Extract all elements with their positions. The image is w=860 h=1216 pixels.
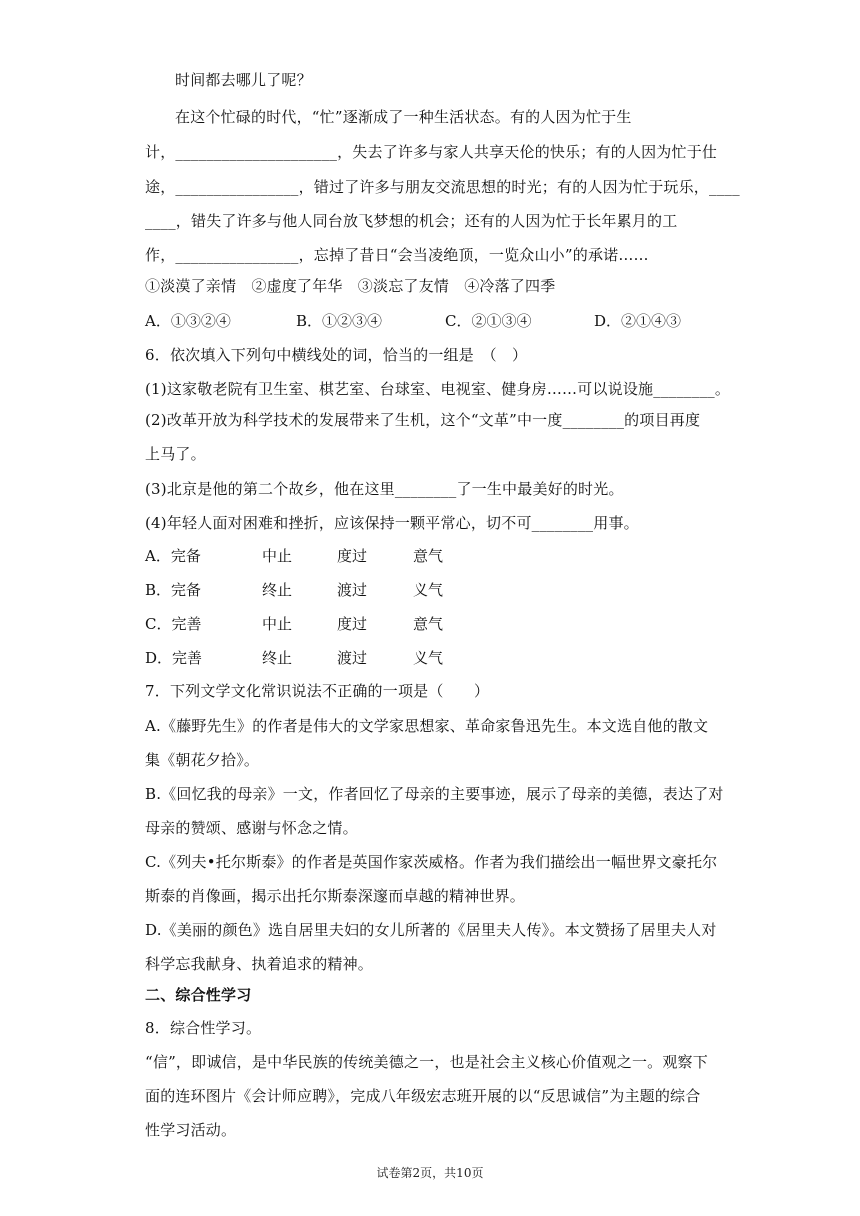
q6-option-label: D．完善 bbox=[145, 649, 203, 667]
q7-line: A.《藤野先生》的作者是伟大的文学家思想家、革命家鲁迅先生。本文选自他的散文 bbox=[145, 717, 709, 735]
answer-items: ①淡漠了亲情 ②虚度了年华 ③淡忘了友情 ④冷落了四季 bbox=[145, 277, 556, 295]
q7-line: 科学忘我献身、执着追求的精神。 bbox=[145, 955, 374, 973]
q6-sentence: (4)年轻人面对困难和挫折，应该保持一颗平常心，切不可________用事。 bbox=[145, 514, 639, 532]
q8-line: “信”，即诚信，是中华民族的传统美德之一，也是社会主义核心价值观之一。观察下 bbox=[145, 1053, 708, 1071]
q7-line: 斯泰的肖像画，揭示出托尔斯泰深邃而卓越的精神世界。 bbox=[145, 887, 526, 905]
passage-title: 时间都去哪儿了呢？ bbox=[175, 71, 312, 89]
option-d: D．②①④③ bbox=[594, 312, 682, 330]
option-c: C．②①③④ bbox=[445, 312, 532, 330]
q6-option-word: 义气 bbox=[413, 649, 444, 667]
q7-line: B.《回忆我的母亲》一文，作者回忆了母亲的主要事迹，展示了母亲的美德，表达了对 bbox=[145, 785, 724, 803]
question-6-stem: 6．依次填入下列句中横线处的词，恰当的一组是 （ ） bbox=[145, 346, 528, 364]
passage-line: 在这个忙碌的时代，“忙”逐渐成了一种生活状态。有的人因为忙于生 bbox=[175, 108, 632, 126]
q7-line: 母亲的赞颂、感谢与怀念之情。 bbox=[145, 819, 358, 837]
q6-option-word: 度过 bbox=[337, 547, 368, 565]
q6-option-label: C．完善 bbox=[145, 615, 202, 633]
q6-option-word: 度过 bbox=[337, 615, 368, 633]
q8-line: 性学习活动。 bbox=[145, 1121, 237, 1139]
q6-sentence: (1)这家敬老院有卫生室、棋艺室、台球室、电视室、健身房……可以说设施________。 bbox=[145, 380, 731, 398]
q8-line: 面的连环图片《会计师应聘》，完成八年级宏志班开展的以“反思诚信”为主题的综合 bbox=[145, 1087, 701, 1105]
q6-sentence: (2)改革开放为科学技术的发展带来了生机，这个“文革”中一度________的项目再度 bbox=[145, 411, 701, 429]
q6-option-word: 中止 bbox=[262, 615, 293, 633]
passage-line: 作，________________，忘掉了昔日“会当凌绝顶，一览众山小”的承诺…… bbox=[145, 246, 649, 264]
q7-line: D.《美丽的颜色》选自居里夫妇的女儿所著的《居里夫人传》。本文赞扬了居里夫人对 bbox=[145, 921, 717, 939]
q6-option-word: 终止 bbox=[262, 649, 293, 667]
page-footer: 试卷第2页，共10页 bbox=[376, 1166, 484, 1180]
q6-option-word: 义气 bbox=[413, 581, 444, 599]
q6-sentence: 上马了。 bbox=[145, 445, 206, 463]
q7-line: 集《朝花夕拾》。 bbox=[145, 751, 260, 769]
q6-option-word: 终止 bbox=[262, 581, 293, 599]
q6-option-word: 意气 bbox=[413, 547, 444, 565]
q6-option-label: B．完备 bbox=[145, 581, 202, 599]
q6-sentence: (3)北京是他的第二个故乡，他在这里________了一生中最美好的时光。 bbox=[145, 480, 624, 498]
q6-option-label: A．完备 bbox=[145, 547, 201, 565]
question-7-stem: 7．下列文学文化常识说法不正确的一项是（ ） bbox=[145, 682, 490, 700]
passage-line: 途，________________，错过了许多与朋友交流思想的时光；有的人因为忙于玩乐，____ bbox=[145, 178, 740, 196]
section-heading: 二、综合性学习 bbox=[145, 986, 252, 1004]
q6-option-word: 渡过 bbox=[337, 649, 368, 667]
option-b: B．①②③④ bbox=[296, 312, 383, 330]
question-8-stem: 8．综合性学习。 bbox=[145, 1019, 262, 1037]
option-a: A．①③②④ bbox=[145, 312, 231, 330]
passage-line: ____，错失了许多与他人同台放飞梦想的机会；还有的人因为忙于长年累月的工 bbox=[145, 212, 678, 230]
q6-option-word: 中止 bbox=[262, 547, 293, 565]
passage-line: 计，_____________________，失去了许多与家人共享天伦的快乐；有的人因为忙于仕 bbox=[145, 143, 718, 161]
q6-option-word: 渡过 bbox=[337, 581, 368, 599]
q6-option-word: 意气 bbox=[413, 615, 444, 633]
q7-line: C.《列夫•托尔斯泰》的作者是英国作家茨威格。作者为我们描绘出一幅世界文豪托尔 bbox=[145, 853, 718, 871]
